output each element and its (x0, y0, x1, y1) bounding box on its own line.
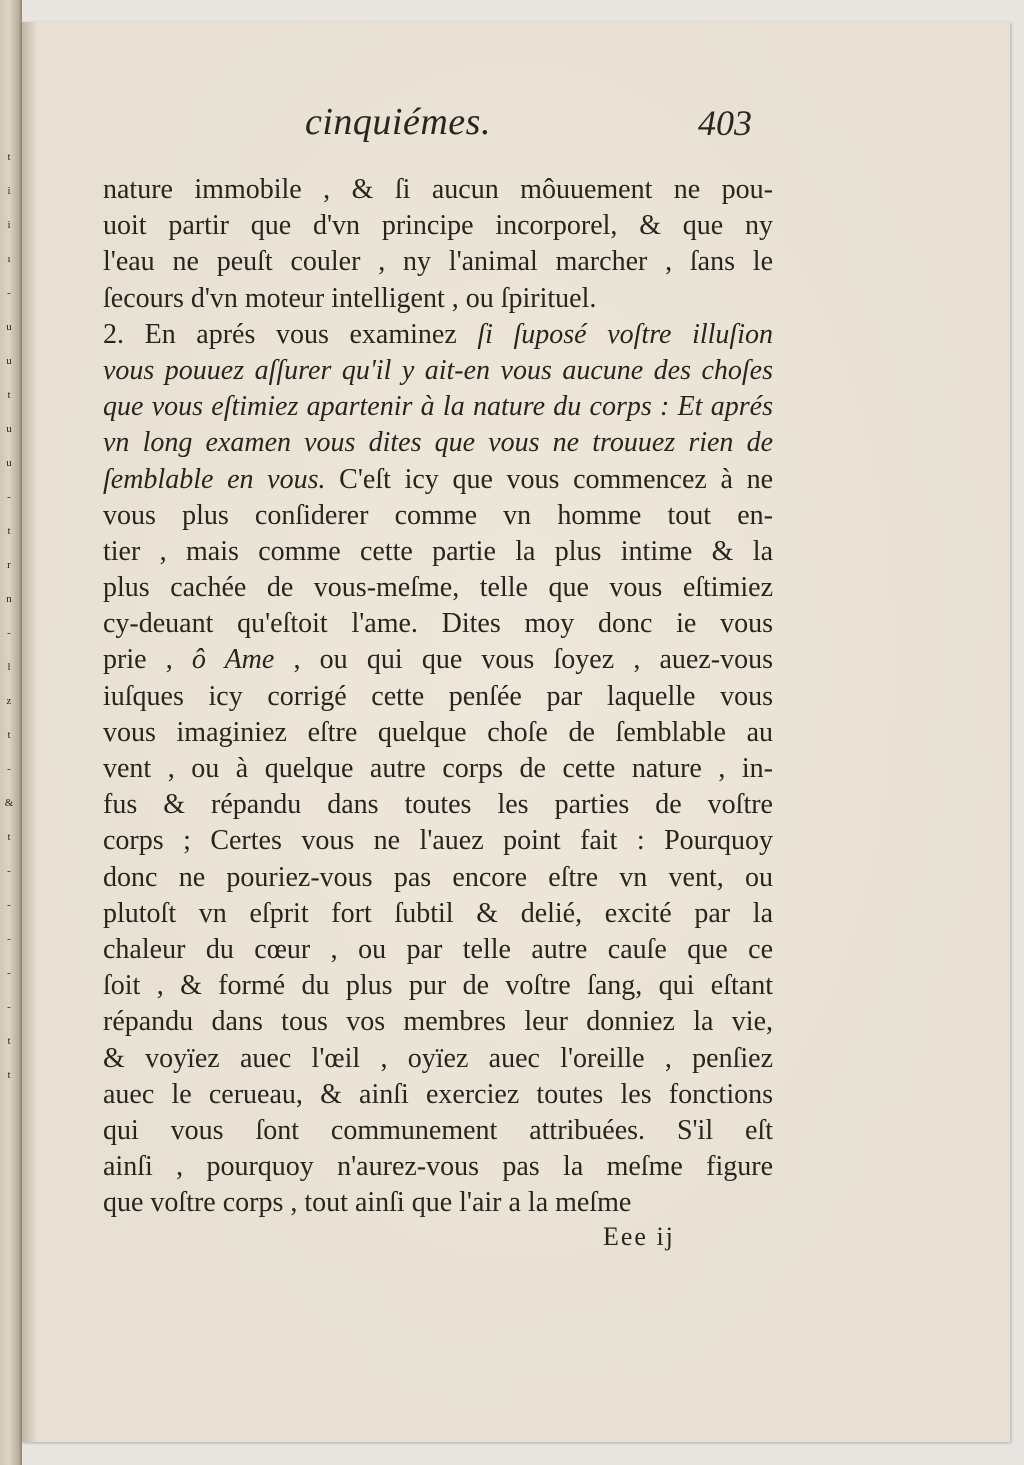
spine-mark: - (7, 1001, 11, 1013)
spine-mark: t (7, 151, 11, 163)
text-line (103, 787, 773, 823)
text-line (103, 715, 773, 751)
spine-mark: - (7, 933, 11, 945)
spine-mark: t (7, 525, 11, 537)
text-run: chaleur du cœur , ou par telle autre cauſe que ce (103, 933, 773, 965)
text-run: vous pouuez aſſurer qu'il y ait-en vous aucune des choſes (103, 354, 773, 386)
text-line (103, 498, 773, 534)
book-page (22, 22, 1010, 1442)
spine-mark: z (6, 695, 12, 707)
text-line (103, 534, 773, 570)
spine-mark: u (6, 457, 12, 469)
text-line (103, 679, 773, 715)
text-line (103, 570, 773, 606)
spine-mark: r (7, 559, 11, 571)
text-run: plutoſt vn eſprit fort ſubtil & delié, excité par la (103, 897, 773, 929)
text-line (103, 317, 773, 353)
text-line (103, 1185, 773, 1221)
text-line (103, 1113, 773, 1149)
text-run: auec le cerueau, & ainſi exerciez toutes les fonctions (103, 1078, 773, 1110)
text-line (103, 932, 773, 968)
text-line (103, 462, 773, 498)
text-line (103, 606, 773, 642)
text-run: nature immobile , & ſi aucun môuuement ne pou- (103, 174, 773, 205)
text-run: qui vous ſont communement attribuées. S'il eſt (103, 1114, 773, 1146)
text-run: fus & répandu dans toutes les parties de voſtre (103, 789, 773, 821)
text-run: vn long examen vous dites que vous ne trouuez rien de (103, 427, 773, 459)
text-line (103, 1004, 773, 1040)
text-line (103, 281, 773, 317)
spine-mark: ı (7, 253, 11, 265)
text-line (103, 860, 773, 896)
spine-mark: u (6, 423, 12, 435)
text-run: iuſques icy corrigé cette penſée par laquelle vous (103, 680, 773, 712)
spine-mark: i (7, 185, 11, 197)
text-line (103, 172, 773, 208)
text-line (103, 208, 773, 244)
text-line (103, 389, 773, 425)
text-run: ſoit , & formé du plus pur de voſtre ſang, qui eſtant (103, 970, 773, 1002)
text-run: tier , mais comme cette partie la plus intime & la (103, 535, 773, 567)
text-run: que voſtre corps , tout ainſi que l'air a la meſme (103, 1187, 632, 1219)
spine-mark: ì (7, 219, 11, 231)
text-run: vent , ou à quelque autre corps de cette nature , in- (103, 753, 773, 784)
spine-mark: t (7, 1035, 11, 1047)
text-run: corps ; Certes vous ne l'auez point fait : Pourquoy (103, 825, 773, 857)
text-line (103, 1149, 773, 1185)
signature-mark: Eee ij (603, 1222, 675, 1251)
text-run: plus cachée de vous-meſme, telle que vous eſtimiez (103, 572, 773, 604)
spine-mark: - (7, 899, 11, 911)
spine-mark: - (7, 627, 11, 639)
text-run: C'eſt icy que vous commencez à ne (325, 463, 773, 495)
spine-mark: l (7, 661, 11, 673)
text-run: ſemblable en vous. (103, 463, 326, 495)
spine-mark: - (7, 763, 11, 775)
spine-mark: & (4, 797, 14, 809)
text-run: 2. En aprés vous examinez (103, 318, 478, 350)
text-run: l'eau ne peuſt couler , ny l'animal marcher , ſans le (103, 246, 773, 278)
page-number: 403 (698, 103, 752, 143)
body-text (103, 172, 773, 1221)
text-line (103, 823, 773, 859)
text-run: vous plus conſiderer comme vn homme tout en- (103, 499, 773, 531)
text-line (103, 353, 773, 389)
spine-marks (2, 140, 16, 1092)
text-line (103, 896, 773, 932)
spine-mark: t (7, 1069, 11, 1081)
book-spine-edge (0, 0, 22, 1465)
text-line (103, 642, 773, 678)
running-head: cinquiémes. (305, 101, 491, 143)
spine-mark: - (7, 287, 11, 299)
spine-mark: t (7, 389, 11, 401)
text-run: vous imaginiez eſtre quelque choſe de ſemblable au (103, 716, 773, 748)
spine-mark: u (6, 355, 12, 367)
spine-mark: t (7, 831, 11, 843)
text-line (103, 244, 773, 280)
text-line (103, 1041, 773, 1077)
text-run: uoit partir que d'vn principe incorporel, & que ny (103, 210, 773, 242)
text-run: que vous eſtimiez apartenir à la nature du corps : Et aprés (103, 391, 773, 423)
text-run: ſecours d'vn moteur intelligent , ou ſpirituel. (103, 282, 597, 314)
text-line (103, 1077, 773, 1113)
text-run: ainſi , pourquoy n'aurez-vous pas la meſme figure (103, 1151, 773, 1183)
text-line (103, 968, 773, 1004)
text-line (103, 425, 773, 461)
spine-mark: - (7, 865, 11, 877)
spine-mark: u (6, 321, 12, 333)
text-run: , ou qui que vous ſoyez , auez-vous (274, 644, 773, 676)
text-run: donc ne pouriez-vous pas encore eſtre vn vent, ou (103, 861, 773, 893)
spine-mark: - (7, 491, 11, 503)
text-run: & voyïez auec l'œil , oyïez auec l'oreille , penſiez (103, 1042, 773, 1074)
text-run: cy-deuant qu'eſtoit l'ame. Dites moy donc ie vous (103, 608, 773, 640)
spine-mark: t (7, 729, 11, 741)
text-run: ſi ſuposé voſtre illuſion (477, 318, 773, 350)
text-run: prie , (103, 644, 192, 676)
spine-mark: n (6, 593, 12, 605)
text-run: ô Ame (191, 644, 275, 676)
text-run: répandu dans tous vos membres leur donniez la vie, (103, 1006, 773, 1038)
spine-mark: - (7, 967, 11, 979)
text-line (103, 751, 773, 787)
